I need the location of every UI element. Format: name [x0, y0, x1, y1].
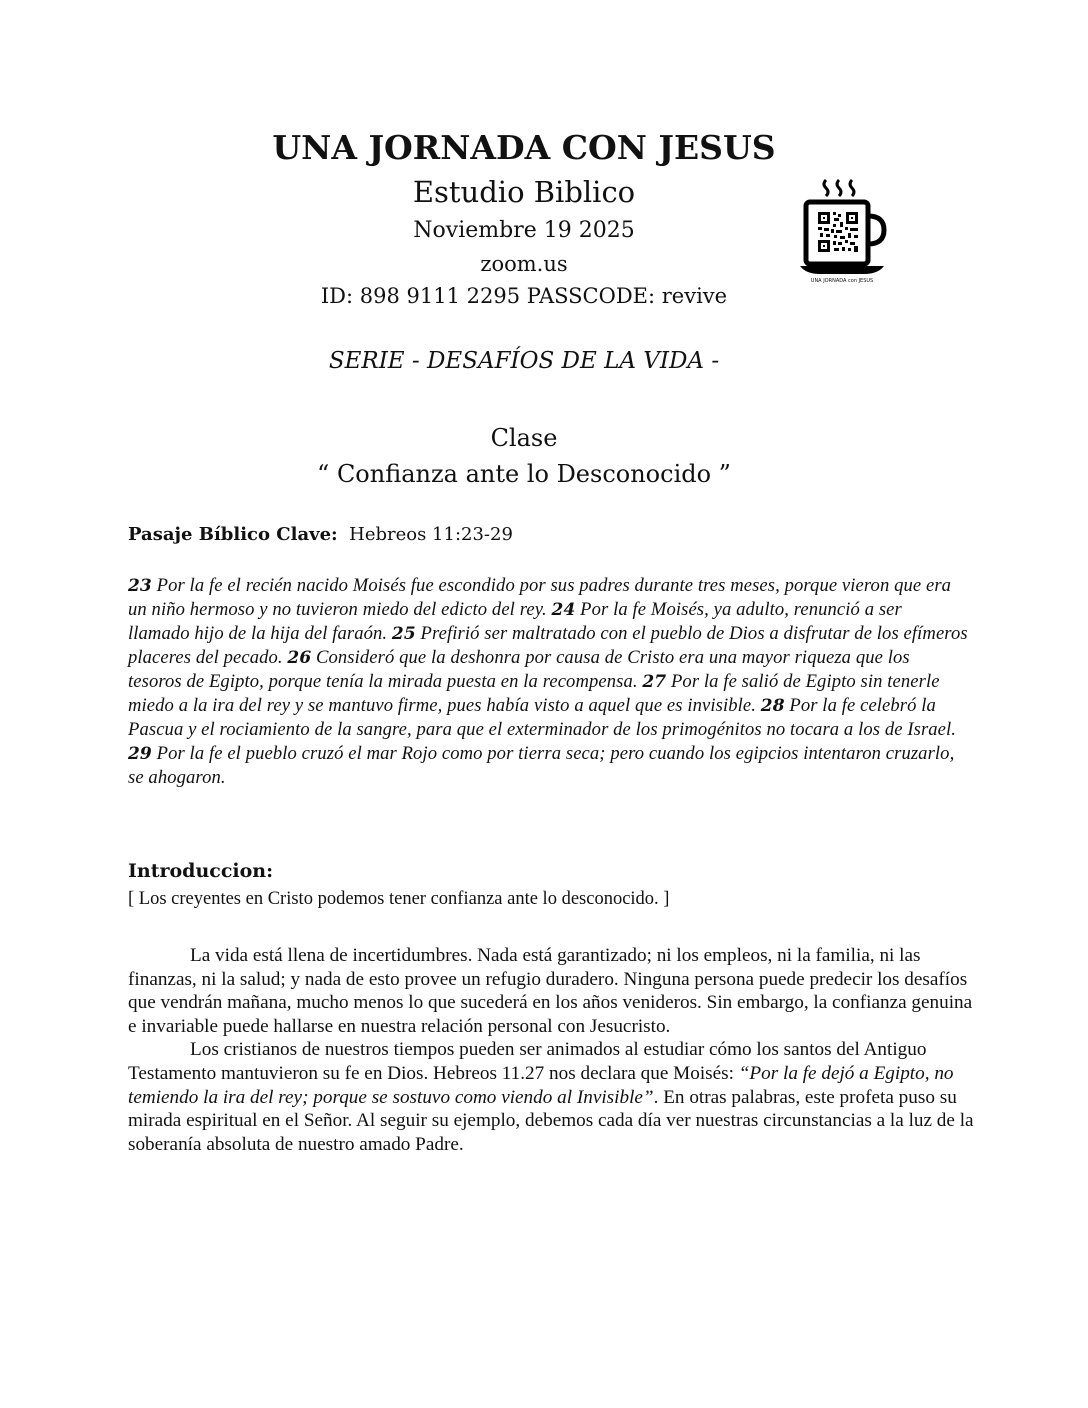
verse-number: 23	[128, 576, 152, 596]
verse-text: Consideró que la deshonra por causa de Cristo era una mayor riqueza que los tesoros de Egipto, porque tenía la mirada puesta en la recompensa.	[128, 647, 910, 692]
paragraph-text: Los cristianos de nuestros tiempos pueden ser animados al estudiar cómo los santos del Antiguo Testamento mantuvieron su fe en Dios. Hebreos 11.27 nos declara que Moisés:	[128, 1039, 927, 1084]
verse-text: Por la fe el recién nacido Moisés fue escondido por sus padres durante tres meses, porque vieron que era un niño hermoso y no tuvieron miedo del edicto del rey.	[128, 575, 952, 620]
verse-text: Prefirió ser maltratado con el pueblo de Dios a disfrutar de los efímeros placeres del pecado.	[128, 623, 968, 668]
document-title: UNA JORNADA CON JESUS	[272, 128, 776, 167]
lesson-title: “ Confianza ante lo Desconocido ”	[317, 460, 731, 488]
meeting-credentials: ID: 898 9111 2295 PASSCODE: revive	[320, 284, 728, 308]
introduction-thesis: [ Los creyentes en Cristo podemos tener confianza ante lo desconocido. ]	[128, 889, 670, 909]
paragraph-text: . En otras palabras, este profeta puso su mirada espiritual en el Señor. Al seguir su ejemplo, debemos cada día ver nuestras circunstancias a la luz de la soberanía absoluta de nuestro amado Padre.	[128, 1086, 974, 1155]
logo-caption: UNA JORNADA con JESUS	[810, 278, 874, 284]
verse-number: 26	[287, 648, 312, 668]
lesson-label: Clase	[490, 424, 558, 452]
key-passage-label: Pasaje Bíblico Clave:	[128, 524, 338, 545]
series-title: SERIE - DESAFÍOS DE LA VIDA -	[328, 348, 720, 374]
verse-text: Por la fe Moisés, ya adulto, renunció a ser llamado hijo de la hija del faraón.	[128, 599, 902, 644]
verse-number: 29	[128, 744, 152, 764]
verse-number: 25	[391, 624, 416, 644]
key-passage-reference: Hebreos 11:23-29	[349, 524, 513, 545]
key-passage	[128, 524, 513, 545]
verse-number: 27	[642, 672, 667, 692]
introduction-paragraph: La vida está llena de incertidumbres. Nada está garantizado; ni los empleos, ni la familia, ni las finanzas, ni la salud; y nada de esto provee un refugio duradero. Ninguna persona puede predecir los desafíos que vendrán mañana, mucho menos lo que sucederá en los años venideros. Sin embargo, la confianza genuina e invariable puede hallarse en nuestra relación personal con Jesucristo.	[128, 945, 973, 1037]
meeting-site: zoom.us	[480, 252, 568, 276]
scripture-quote: “Por la fe dejó a Egipto, no temiendo la ira del rey; porque se sostuvo como viendo al Invisible”	[128, 1062, 954, 1108]
coffee-mug-qr-icon	[796, 176, 888, 276]
verse-text: Por la fe celebró la Pascua y el rociamiento de la sangre, para que el exterminador de los primogénitos no tocara a los de Israel.	[128, 695, 957, 740]
document-subtitle: Estudio Biblico	[412, 175, 636, 209]
study-date: Noviembre 19 2025	[413, 218, 635, 243]
verse-number: 24	[551, 600, 576, 620]
verse-text: Por la fe el pueblo cruzó el mar Rojo como por tierra seca; pero cuando los egipcios intentaron cruzarlo, se ahogaron.	[128, 743, 955, 788]
verse-number: 28	[760, 696, 785, 716]
introduction-paragraph	[128, 1038, 978, 1156]
scripture-passage	[128, 574, 968, 790]
verse-text: Por la fe salió de Egipto sin tenerle miedo a la ira del rey y se mantuvo firme, pues había visto a aquel que es invisible.	[128, 671, 940, 716]
introduction-body	[128, 944, 978, 1156]
introduction-heading: Introduccion:	[128, 860, 274, 882]
logo	[796, 176, 888, 288]
